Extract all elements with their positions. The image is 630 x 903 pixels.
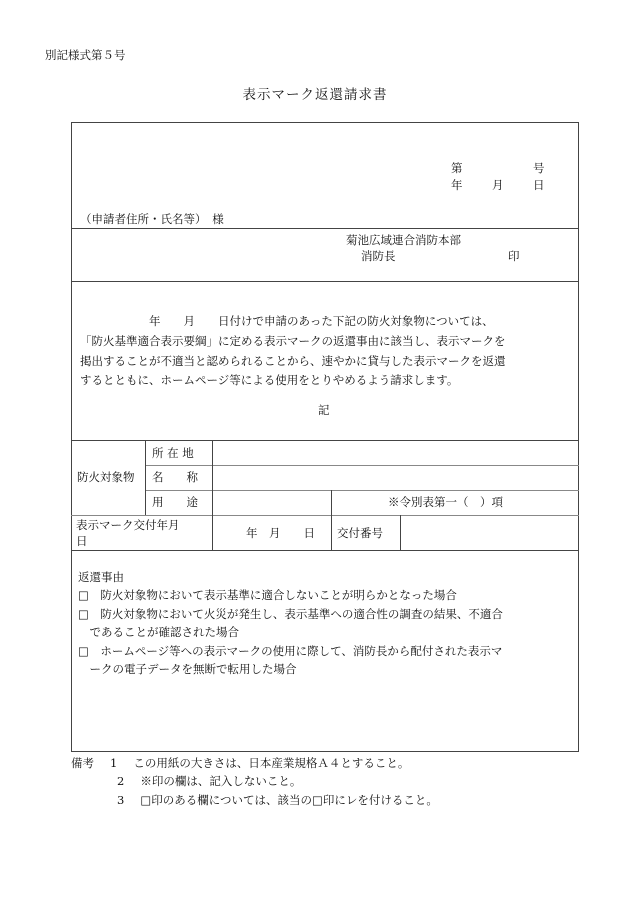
group-label: 防火対象物 xyxy=(77,470,135,484)
use-note: ※令別表第一（ ）項 xyxy=(388,495,503,509)
reasons-heading: 返還事由 xyxy=(78,570,124,584)
note-text: □印のある欄については、該当の□印にレを付けること。 xyxy=(140,792,438,807)
note-text: ※印の欄は、記入しないこと。 xyxy=(140,774,302,789)
table-bottom-border xyxy=(71,550,579,551)
table-top-border xyxy=(71,440,579,441)
column-divider xyxy=(331,490,332,550)
divider xyxy=(71,228,579,229)
body-line: 「防火基準適合表示要綱」に定める表示マークの返還事由に該当し、表示マークを xyxy=(80,333,506,348)
number-suffix: 号 xyxy=(533,161,545,175)
seal-mark: 印 xyxy=(508,249,520,263)
use-label: 用 途 xyxy=(152,495,198,509)
name-label: 名 称 xyxy=(152,470,198,484)
form-id: 別記様式第５号 xyxy=(45,48,126,62)
body-line: するとともに、ホームページ等による使用をとりやめるよう請求します。 xyxy=(80,373,459,388)
divider xyxy=(71,281,579,282)
number-prefix: 第 xyxy=(451,161,463,175)
ki-label: 記 xyxy=(318,403,330,417)
issuer-title: 消防長 xyxy=(361,249,396,263)
issue-date-label-cont: 日 xyxy=(76,534,88,548)
column-divider xyxy=(212,440,213,550)
issue-number-label: 交付番号 xyxy=(337,526,383,540)
row-divider xyxy=(71,515,579,516)
date-year: 年 xyxy=(451,178,463,192)
request-body xyxy=(80,312,575,391)
row-divider xyxy=(145,465,579,466)
reason-checkbox-item[interactable]: □ 防火対象物において表示基準に適合しないことが明らかとなった場合 xyxy=(78,588,457,603)
location-label: 所 在 地 xyxy=(152,446,194,460)
page-title: 表示マーク返還請求書 xyxy=(242,87,388,103)
reason-checkbox-item[interactable]: □ ホームページ等への表示マークの使用に際して、消防長から配付された表示マ xyxy=(78,643,503,658)
issue-date-label: 表示マーク交付年月 xyxy=(76,518,180,532)
column-divider xyxy=(400,515,401,550)
date-day: 日 xyxy=(533,178,545,192)
reason-item-continued: であることが確認された場合 xyxy=(78,625,239,640)
column-divider xyxy=(145,440,146,515)
issuer-org: 菊池広域連合消防本部 xyxy=(346,233,461,247)
body-line: 年 月 日付けで申請のあった下記の防火対象物については、 xyxy=(80,314,494,328)
notes-label: 備考 xyxy=(71,756,94,770)
issue-date-value: 年 月 日 xyxy=(246,526,315,540)
note-number: 1 xyxy=(110,756,118,770)
return-reasons xyxy=(78,568,503,678)
row-divider xyxy=(145,490,579,491)
body-line: 掲出することが不適当と認められることから、速やかに貸与した表示マークを返還 xyxy=(80,353,506,368)
addressee: （申請者住所・氏名等） 様 xyxy=(80,212,224,226)
notes xyxy=(71,754,438,809)
reason-item-continued: ークの電子データを無断で転用した場合 xyxy=(78,662,297,677)
note-text: この用紙の大きさは、日本産業規格Ａ４とすること。 xyxy=(133,756,410,770)
date-month: 月 xyxy=(492,178,504,192)
reason-checkbox-item[interactable]: □ 防火対象物において火災が発生し、表示基準への適合性の調査の結果、不適合 xyxy=(78,606,503,621)
note-number: 2 xyxy=(117,774,125,789)
note-number: 3 xyxy=(117,792,125,807)
